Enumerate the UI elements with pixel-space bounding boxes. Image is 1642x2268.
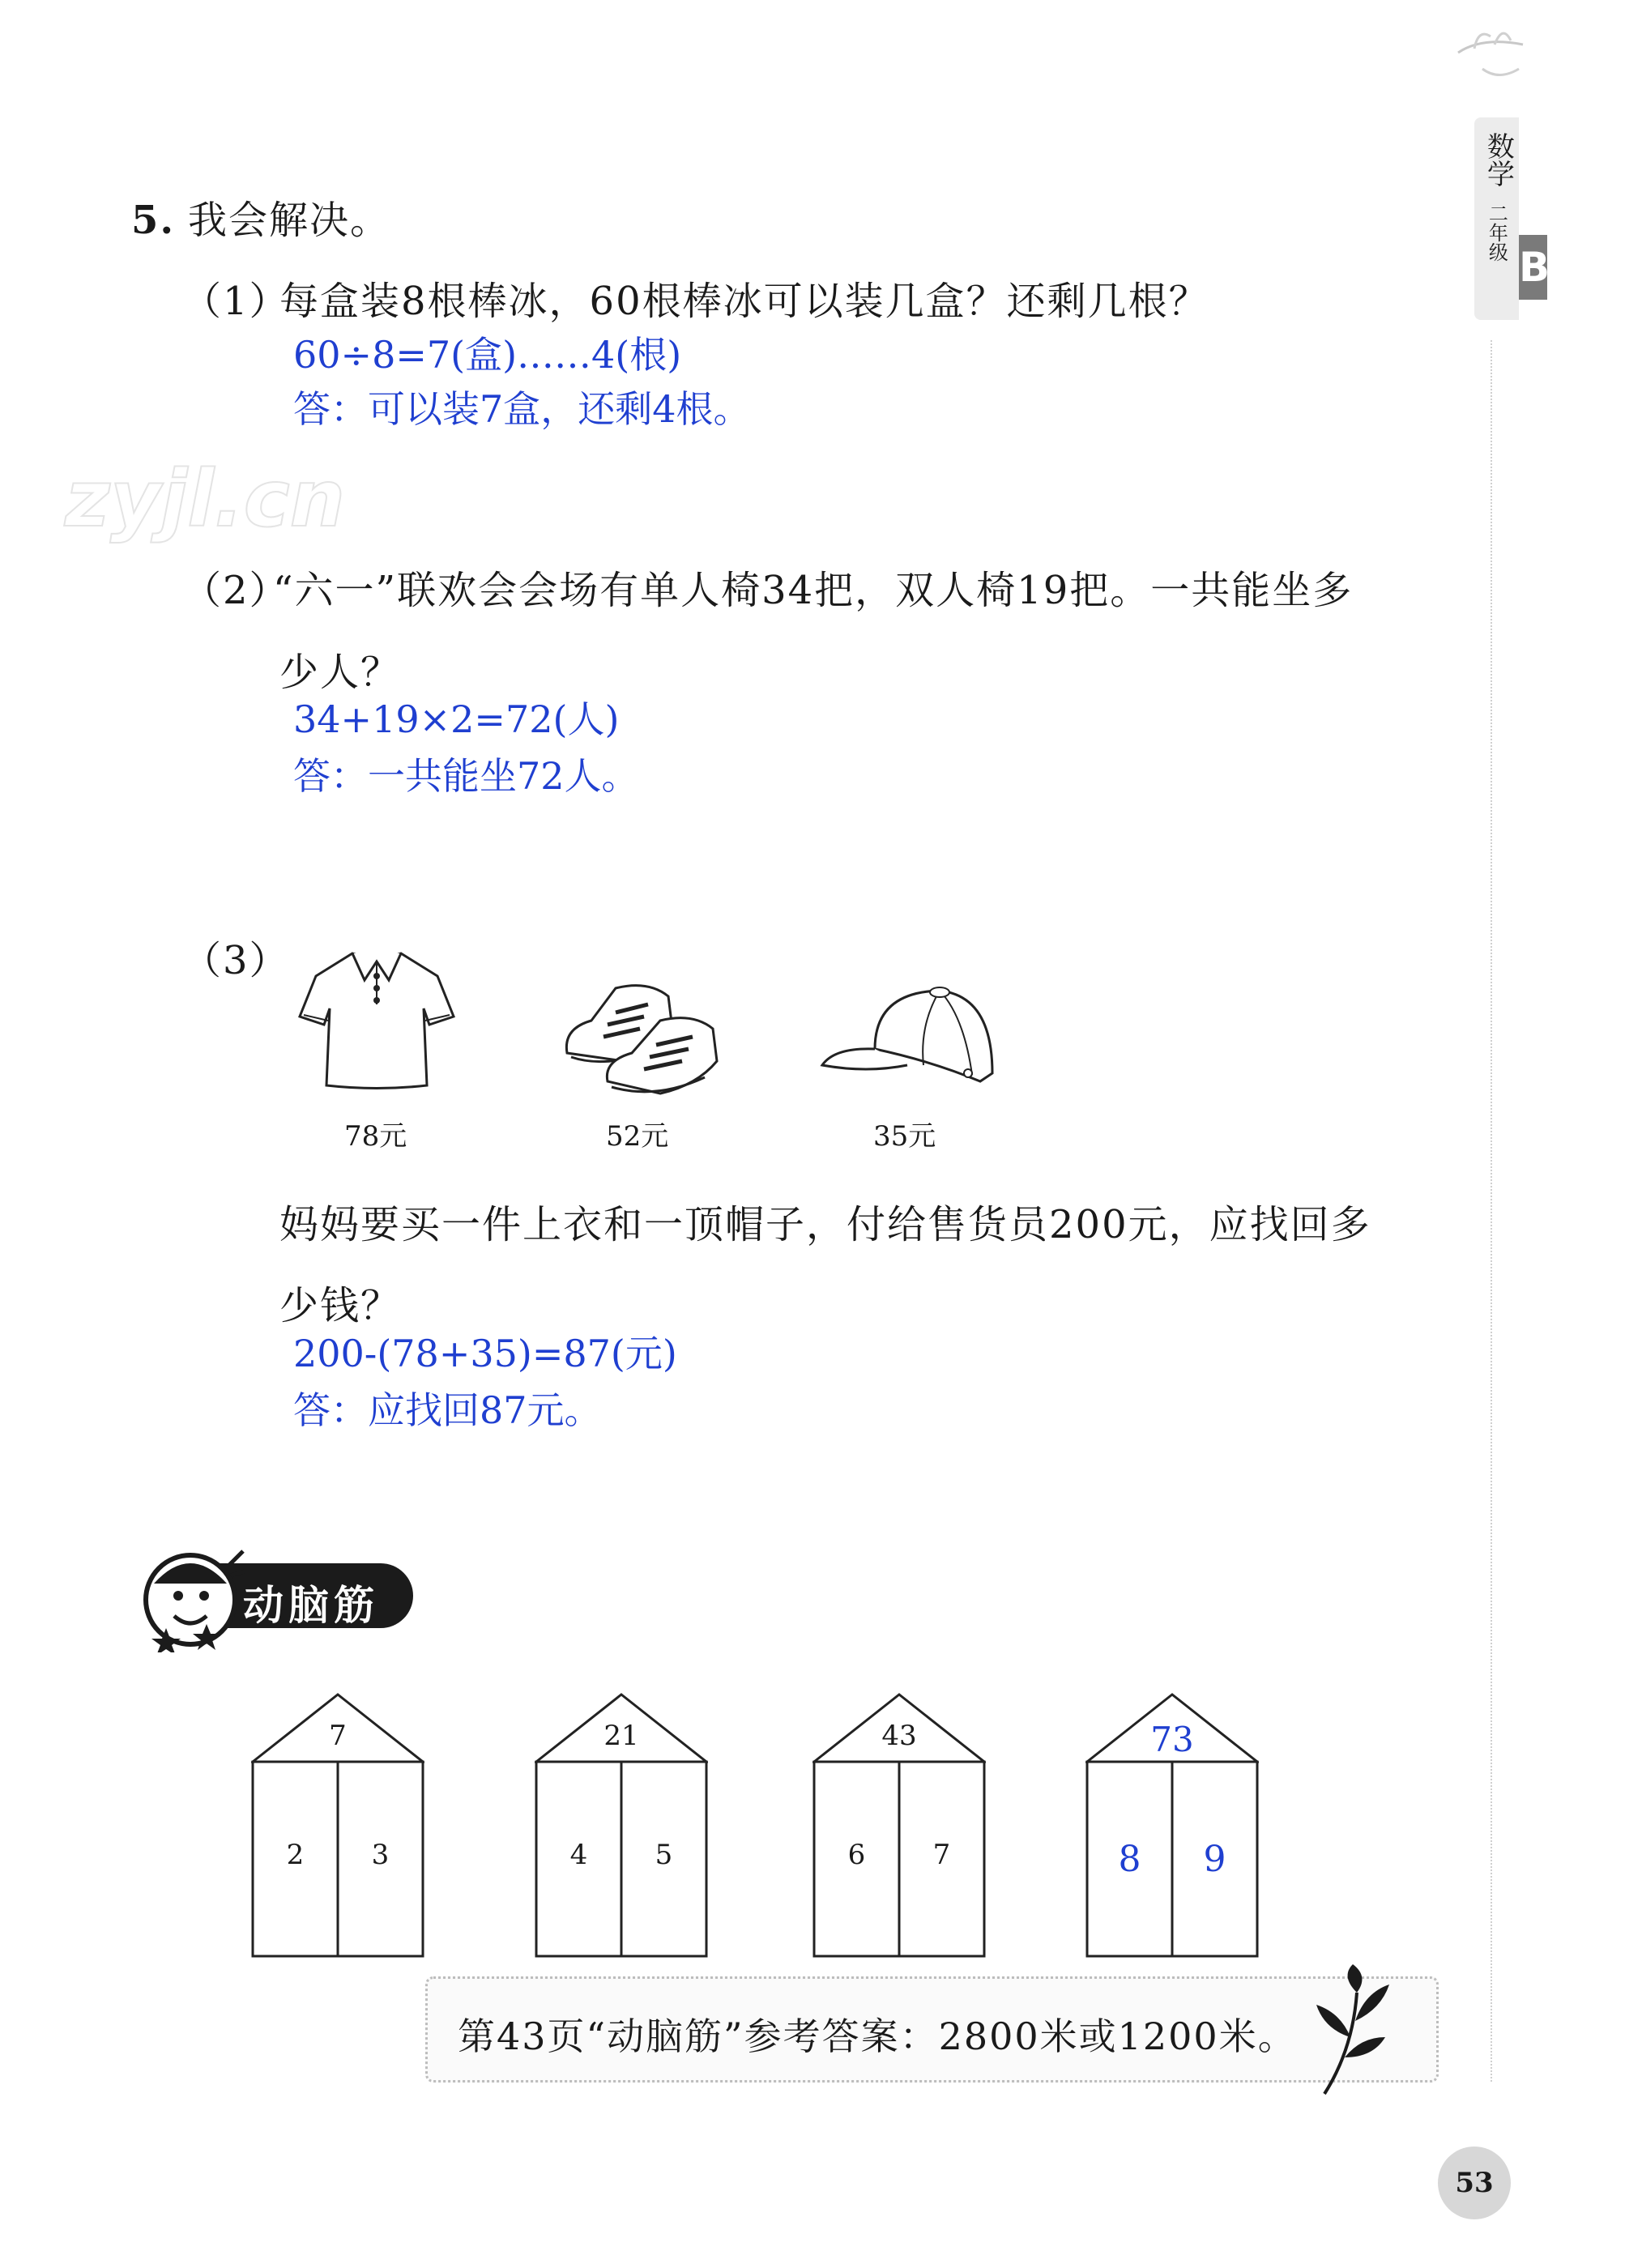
q3-answer-equation: 200-(78+35)=87(元) <box>293 1332 677 1375</box>
shirt-icon <box>296 944 458 1098</box>
q2-answer-sentence: 答：一共能坐72人。 <box>293 754 639 798</box>
watermark: zyjl.cn <box>65 454 345 544</box>
right-dotted-border <box>1491 340 1492 2082</box>
shoes-price: 52元 <box>606 1120 669 1153</box>
house-left-number: 8 <box>1118 1839 1141 1880</box>
shirt-price: 78元 <box>344 1120 407 1153</box>
cap-icon <box>818 984 1000 1089</box>
side-tab <box>1474 117 1519 320</box>
cap-price: 35元 <box>873 1120 936 1153</box>
house-top-number: 21 <box>603 1720 639 1752</box>
q1-answer-sentence: 答：可以装7盒，还剩4根。 <box>293 387 751 431</box>
q1-text: 每盒装8根棒冰，60根棒冰可以装几盒？还剩几根？ <box>279 279 1209 324</box>
q2-text-line1: “六一”联欢会会场有单人椅34把，双人椅19把。一共能坐多 <box>273 568 1354 613</box>
section-title: 我会解决。 <box>188 198 391 243</box>
house-left-number: 6 <box>847 1839 866 1871</box>
clown-mascot-icon <box>130 1535 247 1652</box>
house-right-number: 9 <box>1203 1839 1226 1880</box>
brain-teaser-title: 动脑筋 <box>243 1582 379 1629</box>
side-subject: 数学 <box>1482 132 1515 187</box>
q3-number: （3） <box>182 938 290 983</box>
q3-answer-sentence: 答：应找回87元。 <box>293 1388 602 1432</box>
house-right-number: 3 <box>371 1839 390 1871</box>
section-number: 5. <box>131 198 176 243</box>
shoes-icon <box>559 972 729 1102</box>
side-letter: B <box>1519 235 1547 300</box>
house-left-number: 4 <box>569 1839 588 1871</box>
q3-text-line2: 少钱？ <box>279 1283 402 1328</box>
side-grade: 二年级 <box>1485 203 1508 262</box>
q2-number: （2） <box>182 568 290 613</box>
house-right-number: 7 <box>932 1839 951 1871</box>
page-number: 53 <box>1438 2146 1511 2219</box>
leaf-branch-icon <box>1308 1960 1397 2098</box>
house-top-number: 73 <box>1150 1720 1194 1759</box>
house-top-number: 43 <box>881 1720 917 1752</box>
q2-answer-equation: 34+19×2=72(人) <box>293 697 620 741</box>
q1-answer-equation: 60÷8=7(盒)……4(根) <box>293 333 682 377</box>
house-right-number: 5 <box>655 1839 673 1871</box>
q2-text-line2: 少人？ <box>279 650 402 695</box>
answer-note-text: 第43页“动脑筋”参考答案：2800米或1200米。 <box>458 2014 1297 2058</box>
sprig-decoration-icon <box>1450 20 1539 85</box>
house-top-number: 7 <box>329 1720 347 1752</box>
q3-text-line1: 妈妈要买一件上衣和一顶帽子，付给售货员200元，应找回多 <box>279 1202 1371 1247</box>
house-left-number: 2 <box>286 1839 305 1871</box>
q1-number: （1） <box>182 279 290 324</box>
